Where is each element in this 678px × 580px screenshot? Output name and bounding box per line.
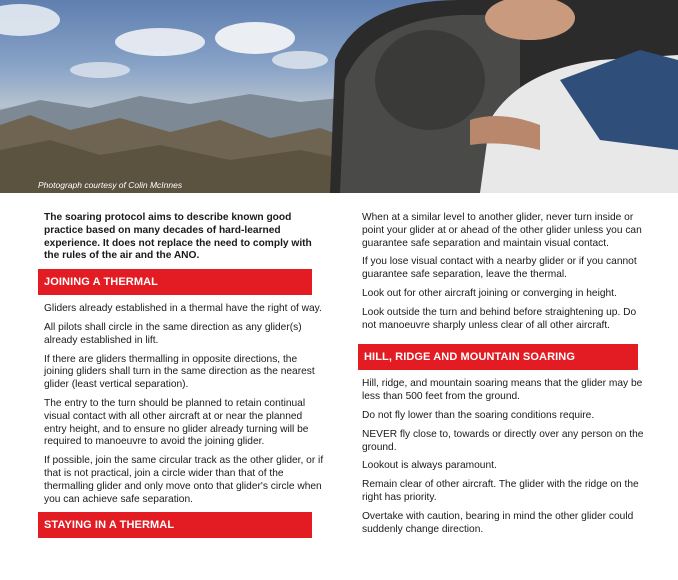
paragraph: If possible, join the same circular track as the other glider, or if that is not practical, join a circle wider than that of the thermalling glider and only move onto that glider's circle when you can achieve safe separation. [44,455,324,505]
heading-staying-thermal: STAYING IN A THERMAL [38,512,312,538]
paragraph: Overtake with caution, bearing in mind the other glider could suddenly change direction. [362,510,634,535]
paragraph: If you lose visual contact with a nearby glider or if you cannot guarantee safe separation, leave the thermal. [362,256,637,281]
paragraph: Hill, ridge, and mountain soaring means that the glider may be less than 500 feet from the ground. [362,378,643,403]
paragraph: Remain clear of other aircraft. The glider with the ridge on the right has priority. [362,479,639,503]
paragraph: All pilots shall circle in the same direction as any glider(s) already established in lift. [44,321,302,346]
paragraph: Look out for other aircraft joining or converging in height. [362,287,617,299]
paragraph: If there are gliders thermalling in opposite directions, the joining gliders shall turn in the same direction as the nearest glider (least vertical separation). [44,353,315,391]
mountain-cockpit-photo [0,0,678,193]
right-column [362,212,644,542]
paragraph: Gliders already established in a thermal have the right of way. [44,303,322,315]
hero-photo [0,0,678,193]
paragraph: Look outside the turn and behind before straightening up. Do not manoeuvre sharply unless clear of all other aircraft. [362,306,637,331]
heading-joining-thermal: JOINING A THERMAL [38,269,312,295]
paragraph: Lookout is always paramount. [362,460,497,472]
intro-text: The soaring protocol aims to describe known good practice based on many decades of hard-learned experience. It does not replace the need to comply with the rules of the air and the ANO. [44,212,312,262]
paragraph: Do not fly lower than the soaring conditions require. [362,409,595,421]
left-column [44,212,324,546]
photo-credit: Photograph courtesy of Colin McInnes [38,180,183,190]
paragraph: The entry to the turn should be planned to retain continual visual contact with all other aircraft at or near the planned entry height, and to ensure no glider already turning will be required to manoeuvre to avoid the joining glider. [44,397,309,448]
heading-hill-ridge-mountain: HILL, RIDGE AND MOUNTAIN SOARING [358,344,638,370]
paragraph: NEVER fly close to, towards or directly over any person on the ground. [362,428,644,453]
paragraph: When at a similar level to another glider, never turn inside or point your glider at or ahead of the other glider unless you can guarantee safe separation and maintain visual contact. [362,212,642,249]
